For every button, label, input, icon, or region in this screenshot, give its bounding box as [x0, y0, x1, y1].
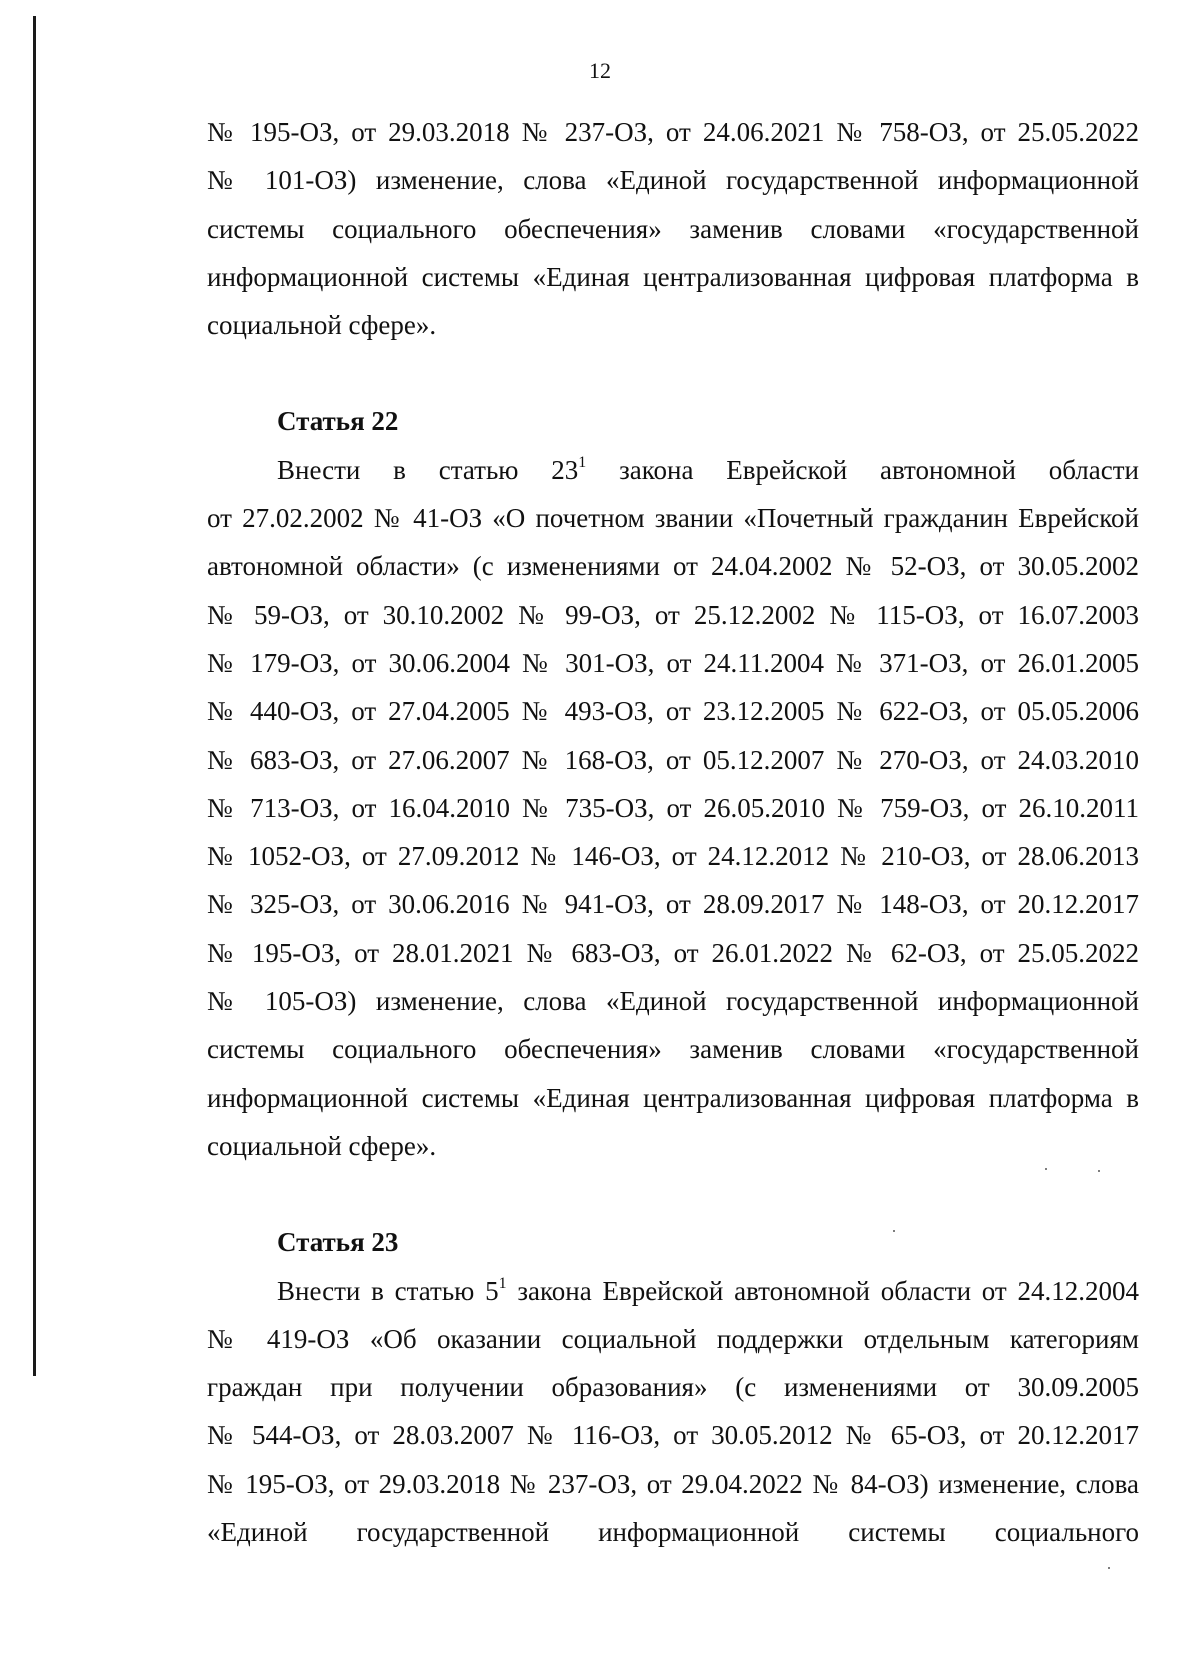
text-line: № 195-ОЗ, от 29.03.2018 № 237-ОЗ, от 29.04.2022 № 84-ОЗ) изменение, слова [207, 1468, 1139, 1499]
text-line: № 713-ОЗ, от 16.04.2010 № 735-ОЗ, от 26.05.2010 № 759-ОЗ, от 26.10.2011 [207, 792, 1139, 823]
scan-speck [1045, 1168, 1047, 1170]
text-line: № 101-ОЗ) изменение, слова «Единой государственной информационной [207, 165, 1139, 196]
intro-paragraph [207, 108, 1139, 349]
article-23-paragraph [207, 1267, 1139, 1557]
page-number: 12 [589, 58, 611, 83]
text-line: системы социального обеспечения» заменив словами «государственной [207, 213, 1139, 244]
text-fragment: Внести в статью 23 [277, 454, 579, 485]
text-line: от 27.02.2002 № 41-ОЗ «О почетном звании «Почетный гражданин Еврейской [207, 503, 1139, 534]
text-line: № 544-ОЗ, от 28.03.2007 № 116-ОЗ, от 30.05.2012 № 65-ОЗ, от 20.12.2017 [207, 1420, 1139, 1451]
text-line: информационной системы «Единая централизованная цифровая платформа в [207, 261, 1139, 292]
text-line: автономной области» (с изменениями от 24.04.2002 № 52-ОЗ, от 30.05.2002 [207, 551, 1139, 582]
article-23-heading: Статья 23 [277, 1227, 399, 1258]
text-line-first [207, 1267, 1139, 1315]
text-line: системы социального обеспечения» заменив словами «государственной [207, 1034, 1139, 1065]
text-line: № 105-ОЗ) изменение, слова «Единой государственной информационной [207, 986, 1139, 1017]
text-line: № 325-ОЗ, от 30.06.2016 № 941-ОЗ, от 28.09.2017 № 148-ОЗ, от 20.12.2017 [207, 889, 1139, 920]
text-line: № 1052-ОЗ, от 27.09.2012 № 146-ОЗ, от 24.12.2012 № 210-ОЗ, от 28.06.2013 [207, 841, 1139, 872]
text-line-first [207, 446, 1139, 494]
scan-speck [1098, 1170, 1100, 1172]
text-line: информационной системы «Единая централизованная цифровая платформа в [207, 1082, 1139, 1113]
superscript: 1 [578, 453, 587, 471]
section-gap [207, 1170, 1139, 1218]
text-fragment: закона Еврейской автономной области от 24.12.2004 [506, 1275, 1140, 1306]
document-body [207, 108, 1139, 1556]
article-22-paragraph [207, 446, 1139, 1170]
text-line: № 683-ОЗ, от 27.06.2007 № 168-ОЗ, от 05.12.2007 № 270-ОЗ, от 24.03.2010 [207, 744, 1139, 775]
text-line: граждан при получении образования» (с изменениями от 30.09.2005 [207, 1372, 1139, 1403]
text-fragment: закона Еврейской автономной области [586, 454, 1139, 485]
superscript: 1 [498, 1274, 507, 1292]
scan-speck [1108, 1567, 1110, 1569]
scan-speck [893, 1230, 895, 1232]
text-line: № 440-ОЗ, от 27.04.2005 № 493-ОЗ, от 23.12.2005 № 622-ОЗ, от 05.05.2006 [207, 696, 1139, 727]
text-line: социальной сфере». [207, 310, 437, 341]
text-line: № 195-ОЗ, от 29.03.2018 № 237-ОЗ, от 24.06.2021 № 758-ОЗ, от 25.05.2022 [207, 117, 1139, 147]
scan-edge-line [33, 16, 36, 1376]
section-gap [207, 349, 1139, 397]
text-line: № 179-ОЗ, от 30.06.2004 № 301-ОЗ, от 24.11.2004 № 371-ОЗ, от 26.01.2005 [207, 647, 1139, 678]
text-line: № 59-ОЗ, от 30.10.2002 № 99-ОЗ, от 25.12.2002 № 115-ОЗ, от 16.07.2003 [207, 599, 1139, 630]
text-line: № 195-ОЗ, от 28.01.2021 № 683-ОЗ, от 26.01.2022 № 62-ОЗ, от 25.05.2022 [207, 937, 1139, 968]
text-line: социальной сфере». [207, 1130, 437, 1161]
article-22-heading: Статья 22 [277, 406, 399, 437]
text-line: «Единой государственной информационной системы социального [207, 1517, 1139, 1548]
text-line: № 419-ОЗ «Об оказании социальной поддержки отдельным категориям [207, 1323, 1139, 1354]
text-fragment: Внести в статью 5 [277, 1275, 499, 1306]
